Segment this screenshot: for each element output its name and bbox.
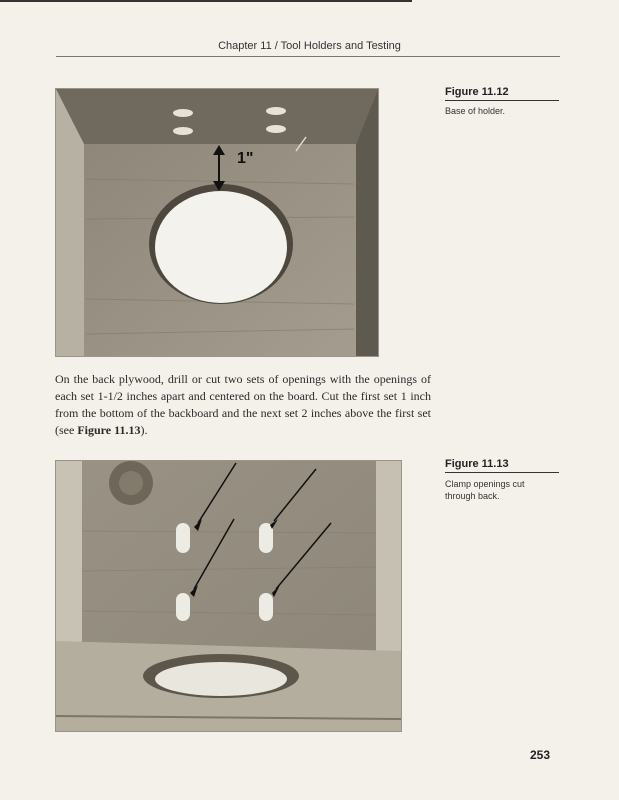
- measure-label: 1": [237, 150, 254, 167]
- figure-11-13-caption: [445, 478, 525, 502]
- running-header: Chapter 11 / Tool Holders and Testing: [218, 40, 401, 52]
- top-rule: [0, 0, 412, 2]
- figure-11-12-rule: [445, 100, 559, 101]
- figure-reference: Figure 11.13: [77, 423, 141, 437]
- figure-11-13-label: Figure 11.13: [445, 458, 509, 470]
- figure-11-13-rule: [445, 472, 559, 473]
- header-rule: [56, 56, 560, 57]
- caption-line-2: through back.: [445, 491, 500, 501]
- body-paragraph: [55, 371, 431, 439]
- body-text-after: ).: [140, 423, 148, 437]
- page-number: 253: [530, 748, 551, 762]
- figure-11-12-photo: [55, 88, 379, 357]
- figure-11-12-caption: Base of holder.: [445, 106, 506, 116]
- figure-11-13-photo: [55, 460, 402, 732]
- body-text-before: On the back plywood, drill or cut two sets of openings with the openings of each set 1-1/2 inches apart and centered on the board. Cut the first set 1 inch from the bottom of the backboard and the next set 2 inches above the first set (see: [55, 372, 431, 437]
- figure-11-12-label: Figure 11.12: [445, 86, 509, 98]
- caption-line-1: Clamp openings cut: [445, 479, 525, 489]
